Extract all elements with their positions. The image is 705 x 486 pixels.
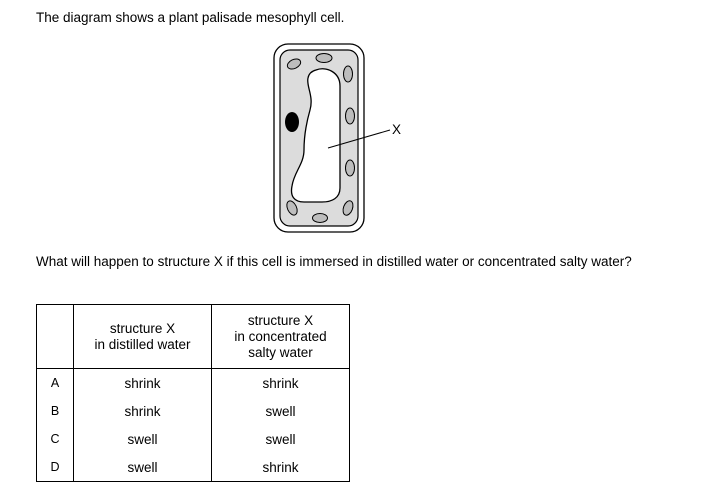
header-line: structure X bbox=[247, 312, 314, 328]
table-row bbox=[37, 369, 350, 398]
option-salty: swell bbox=[212, 425, 350, 453]
question-text: What will happen to structure X if this cell is immersed in distilled water or concentrated salty water? bbox=[36, 254, 632, 269]
intro-text: The diagram shows a plant palisade mesophyll cell. bbox=[36, 10, 345, 25]
header-letter bbox=[37, 305, 74, 369]
header-line: salty water bbox=[248, 344, 313, 360]
table-header-row bbox=[37, 305, 350, 369]
header-line: in distilled water bbox=[94, 336, 191, 352]
header-line: structure X bbox=[109, 320, 176, 336]
chloroplast bbox=[344, 66, 353, 82]
nucleus bbox=[285, 112, 299, 132]
option-distilled: swell bbox=[74, 425, 212, 453]
option-salty: shrink bbox=[212, 369, 350, 398]
chloroplast bbox=[346, 160, 355, 176]
option-distilled: swell bbox=[74, 453, 212, 482]
header-salty bbox=[212, 305, 350, 369]
option-letter: C bbox=[37, 425, 74, 453]
table-row bbox=[37, 397, 350, 425]
chloroplast bbox=[346, 108, 355, 124]
option-distilled: shrink bbox=[74, 397, 212, 425]
header-distilled bbox=[74, 305, 212, 369]
table-row bbox=[37, 425, 350, 453]
option-salty: swell bbox=[212, 397, 350, 425]
option-salty: shrink bbox=[212, 453, 350, 482]
table-row bbox=[37, 453, 350, 482]
header-line: in concentrated bbox=[234, 328, 327, 344]
chloroplast bbox=[316, 54, 332, 63]
option-letter: B bbox=[37, 397, 74, 425]
options-table bbox=[36, 304, 350, 482]
option-letter: A bbox=[37, 369, 74, 398]
option-letter: D bbox=[37, 453, 74, 482]
chloroplast bbox=[313, 214, 328, 223]
label-x: X bbox=[392, 122, 402, 137]
option-distilled: shrink bbox=[74, 369, 212, 398]
